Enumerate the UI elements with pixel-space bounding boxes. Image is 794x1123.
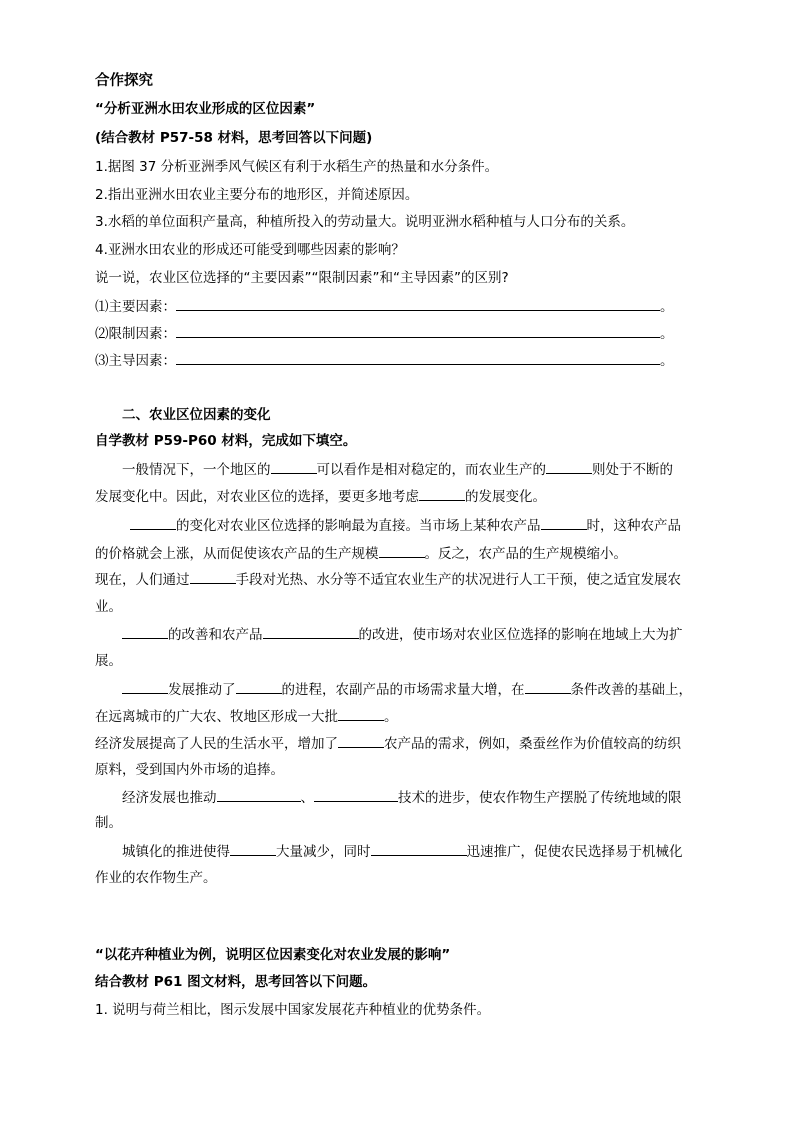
factor-end: 。 — [660, 353, 674, 369]
discuss-prompt: 说一说，农业区位选择的“主要因素”“限制因素”和“主导因素”的区别? — [95, 270, 509, 286]
fill-paragraph-4-cont: 展。 — [95, 653, 122, 669]
fill-blank[interactable] — [190, 569, 236, 584]
factor-end: 。 — [660, 326, 674, 342]
fill-blank[interactable] — [379, 543, 425, 558]
fill-paragraph-7-cont: 制。 — [95, 815, 122, 831]
instruction-text-2: 结合教材 P61 图文材料，思考回答以下问题。 — [95, 974, 377, 990]
fill-blank[interactable] — [541, 515, 587, 530]
fill-paragraph-1: 一般情况下，一个地区的 可以看作是相对稳定的，而农业生产的 则处于不断的 — [122, 459, 732, 480]
factor-end: 。 — [660, 299, 674, 315]
fill-paragraph-7: 经济发展也推动 、 技术的进步，使农作物生产摆脱了传统地域的限 — [122, 787, 732, 808]
fill-paragraph-3-cont: 业。 — [95, 599, 122, 615]
fill-paragraph-5-cont: 在远离城市的广大农、牧地区形成一大批 。 — [95, 706, 705, 727]
question-flower-1: 1. 说明与荷兰相比，图示发展中国家发展花卉种植业的优势条件。 — [95, 1002, 491, 1018]
answer-blank[interactable] — [176, 323, 660, 338]
fill-paragraph-2-cont: 的价格就会上涨，从而促使该农产品的生产规模 。反之，农产品的生产规模缩小。 — [95, 543, 705, 564]
fill-paragraph-8: 城镇化的推进使得 大量减少，同时 迅速推广，促使农民选择易于机械化 — [122, 841, 732, 862]
fill-blank[interactable] — [314, 787, 398, 802]
fill-blank[interactable] — [271, 459, 317, 474]
fill-paragraph-3: 现在，人们通过 手段对光热、水分等不适宜农业生产的状况进行人工干预，使之适宜发展农 — [95, 569, 705, 590]
fill-paragraph-8-cont: 作业的农作物生产。 — [95, 870, 217, 886]
section2-instruction: 自学教材 P59-P60 材料，完成如下填空。 — [95, 433, 357, 449]
fill-blank[interactable] — [236, 679, 282, 694]
answer-blank[interactable] — [176, 296, 660, 311]
fill-paragraph-4: 的改善和农产品 的改进，使市场对农业区位选择的影响在地域上大为扩 — [122, 624, 732, 645]
factor-label: ⑶主导因素： — [95, 353, 176, 369]
answer-blank[interactable] — [176, 350, 660, 365]
factor-row-limit — [95, 323, 705, 344]
fill-paragraph-1-cont: 发展变化中。因此，对农业区位的选择，要更多地考虑 的发展变化。 — [95, 486, 705, 507]
topic-title-2: “以花卉种植业为例，说明区位因素变化对农业发展的影响” — [95, 947, 451, 963]
factor-label: ⑵限制因素： — [95, 326, 176, 342]
instruction-text: (结合教材 P57-58 材料，思考回答以下问题) — [95, 130, 373, 146]
fill-blank[interactable] — [371, 841, 467, 856]
fill-blank[interactable] — [130, 515, 176, 530]
fill-blank[interactable] — [230, 841, 276, 856]
fill-blank[interactable] — [338, 706, 384, 721]
factor-label: ⑴主要因素： — [95, 299, 176, 315]
fill-paragraph-5: 发展推动了 的进程，农副产品的市场需求量大增，在 条件改善的基础上， — [122, 679, 732, 700]
factor-row-dominant — [95, 350, 705, 371]
question-3: 3.水稻的单位面积产量高，种植所投入的劳动量大。说明亚洲水稻种植与人口分布的关系。 — [95, 214, 635, 230]
fill-blank[interactable] — [525, 679, 571, 694]
question-1: 1.据图 37 分析亚洲季风气候区有利于水稻生产的热量和水分条件。 — [95, 159, 499, 175]
fill-blank[interactable] — [546, 459, 592, 474]
topic-title: “分析亚洲水田农业形成的区位因素” — [95, 101, 316, 117]
section-heading: 合作探究 — [95, 73, 153, 89]
factor-row-main — [95, 296, 705, 317]
section2-heading: 二、农业区位因素的变化 — [122, 407, 271, 423]
fill-paragraph-6: 经济发展提高了人民的生活水平，增加了 农产品的需求，例如，桑蚕丝作为价值较高的纺织 — [95, 733, 705, 754]
question-2: 2.指出亚洲水田农业主要分布的地形区，并简述原因。 — [95, 187, 419, 203]
fill-blank[interactable] — [338, 733, 384, 748]
fill-blank[interactable] — [122, 624, 168, 639]
fill-blank[interactable] — [263, 624, 359, 639]
fill-blank[interactable] — [419, 486, 465, 501]
fill-blank[interactable] — [217, 787, 301, 802]
fill-paragraph-2: 的变化对农业区位选择的影响最为直接。当市场上某种农产品 时，这种农产品 — [130, 515, 740, 536]
question-4: 4.亚洲水田农业的形成还可能受到哪些因素的影响？ — [95, 242, 405, 258]
fill-blank[interactable] — [122, 679, 168, 694]
fill-paragraph-6-cont: 原料，受到国内外市场的追捧。 — [95, 762, 284, 778]
